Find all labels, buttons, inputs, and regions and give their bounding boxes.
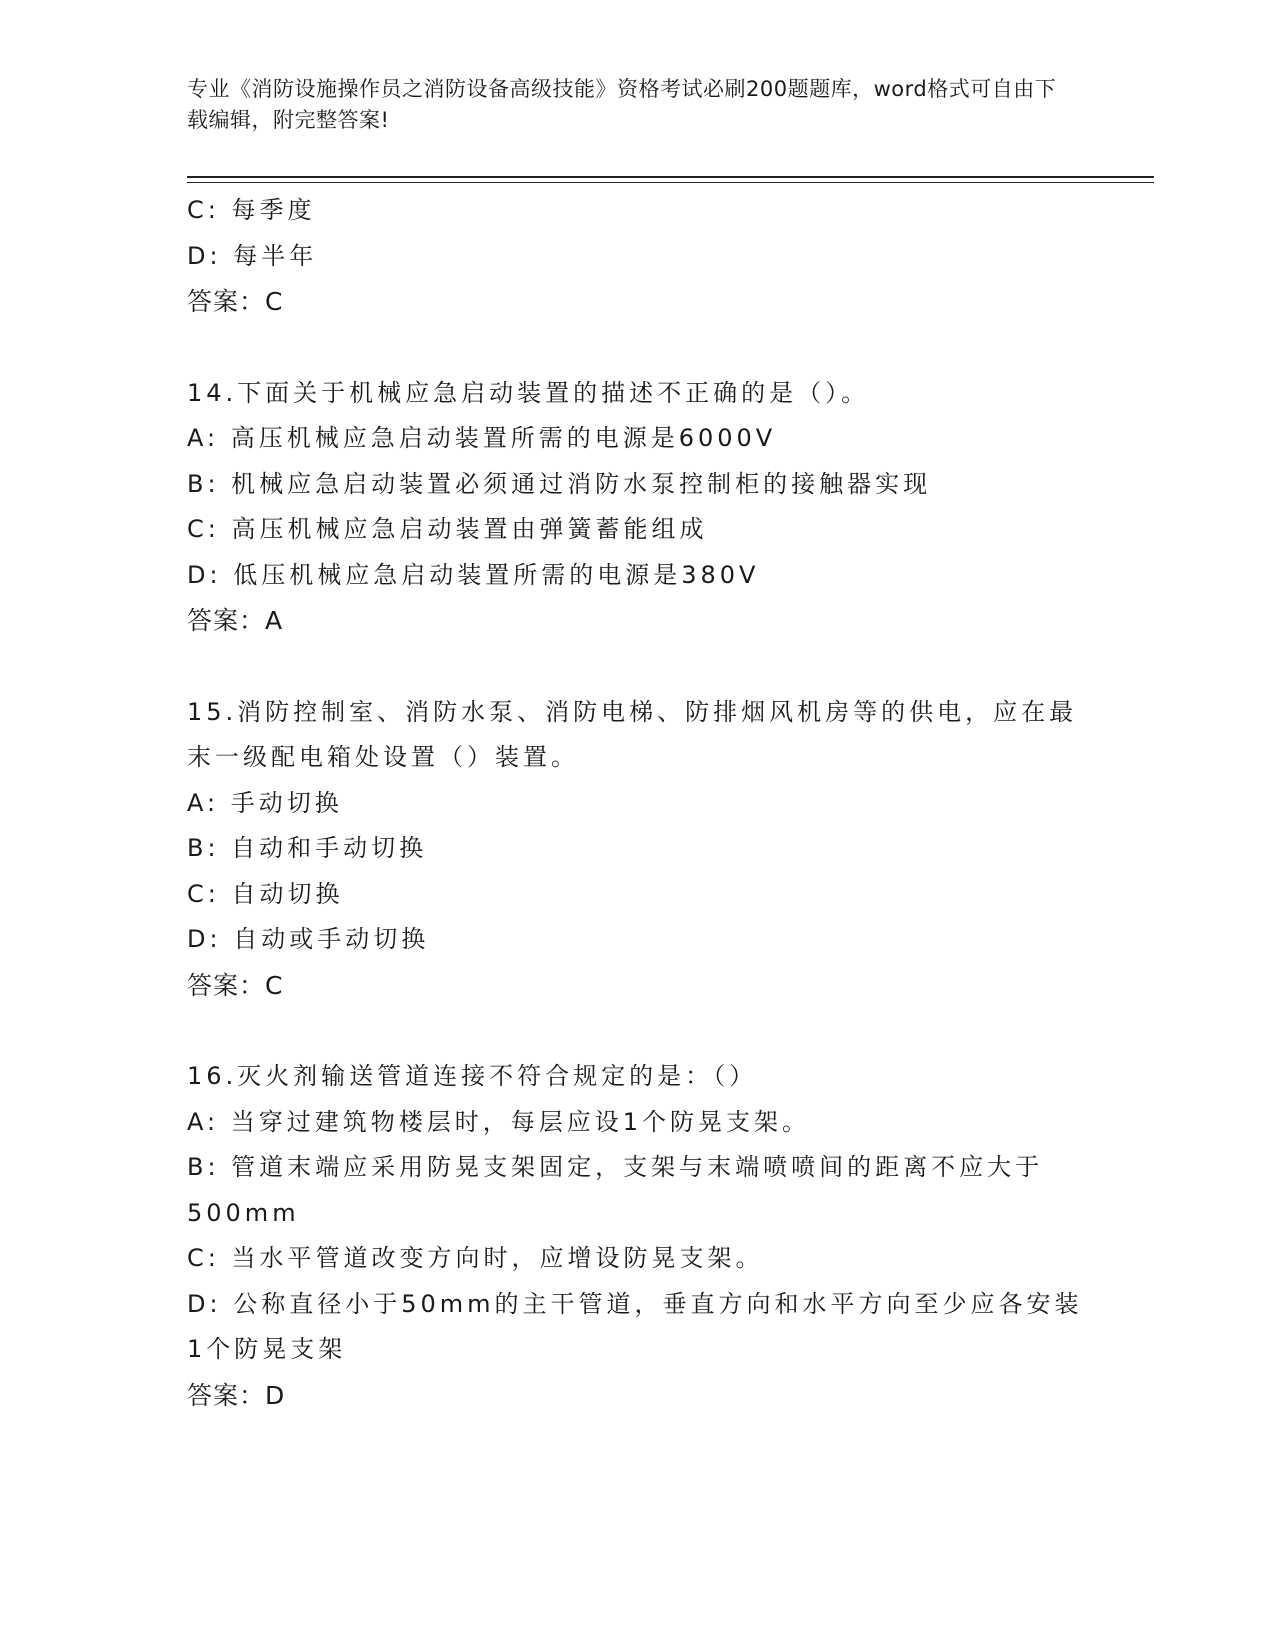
- option-line: D: 每半年: [187, 241, 318, 270]
- question-stem: 15.消防控制室、消防水泵、消防电梯、防排烟风机房等的供电，应在最末一级配电箱处设置（）装置。: [187, 697, 1078, 771]
- option-line: A: 高压机械应急启动装置所需的电源是6000V: [187, 424, 777, 452]
- option-line: B: 自动和手动切换: [187, 834, 428, 862]
- spacer: [187, 644, 1087, 690]
- question-14: [187, 371, 1087, 644]
- option-line: A: 当穿过建筑物楼层时，每层应设1个防晃支架。: [187, 1107, 810, 1136]
- answer-line: 答案：D: [187, 1380, 286, 1410]
- spacer: [187, 1008, 1087, 1054]
- option-line: C: 每季度: [187, 196, 316, 224]
- document-header: 专业《消防设施操作员之消防设备高级技能》资格考试必刷200题题库，word格式可自由下载编辑，附完整答案!: [187, 77, 1057, 132]
- option-line: D: 自动或手动切换: [187, 925, 430, 953]
- question-list: [187, 188, 1087, 1418]
- question-stem: 14.下面关于机械应急启动装置的描述不正确的是（）。: [187, 378, 870, 407]
- question-fragment: [187, 188, 1087, 325]
- option-line: B: 机械应急启动装置必须通过消防水泵控制柜的接触器实现: [187, 469, 932, 498]
- option-line: D: 公称直径小于50mm的主干管道，垂直方向和水平方向至少应各安装1个防晃支架: [187, 1289, 1083, 1363]
- option-line: B: 管道末端应采用防晃支架固定，支架与末端喷喷间的距离不应大于500mm: [187, 1153, 1044, 1227]
- header-divider-thin: [187, 182, 1154, 183]
- answer-line: 答案：A: [187, 606, 284, 635]
- answer-line: 答案：C: [187, 970, 284, 1000]
- option-line: D: 低压机械应急启动装置所需的电源是380V: [187, 560, 760, 589]
- question-16: [187, 1054, 1087, 1418]
- question-15: [187, 690, 1087, 1009]
- header-divider-thick: [187, 176, 1154, 178]
- option-line: C: 当水平管道改变方向时，应增设防晃支架。: [187, 1244, 764, 1272]
- option-line: C: 自动切换: [187, 879, 344, 908]
- option-line: A: 手动切换: [187, 788, 343, 817]
- option-line: C: 高压机械应急启动装置由弹簧蓄能组成: [187, 515, 708, 543]
- question-stem: 16.灭火剂输送管道连接不符合规定的是：（）: [187, 1062, 758, 1090]
- answer-line: 答案：C: [187, 287, 284, 316]
- spacer: [187, 325, 1087, 371]
